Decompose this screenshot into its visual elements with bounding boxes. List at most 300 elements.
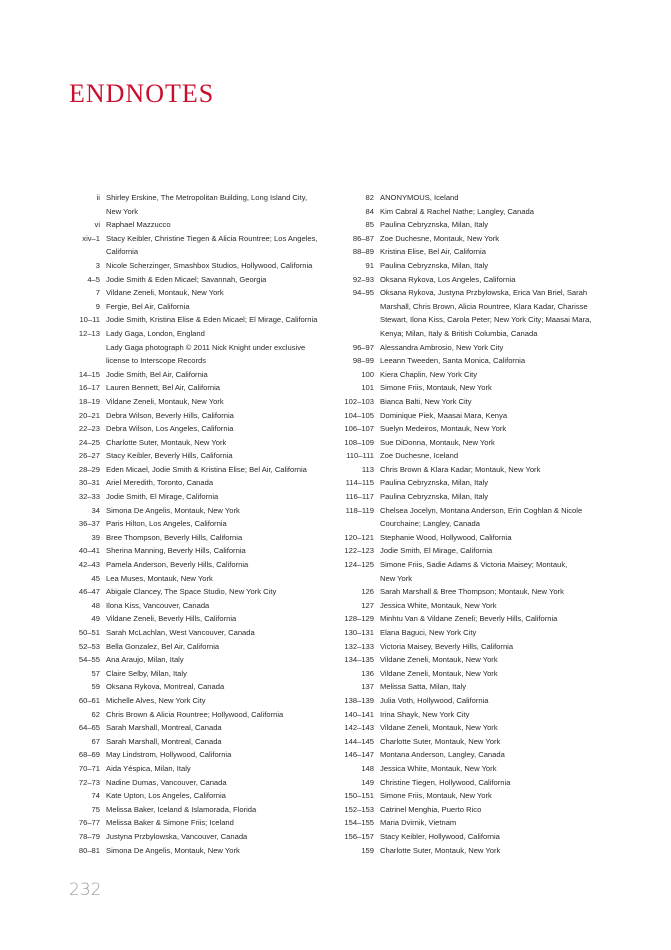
endnote-page-ref: 86–87 xyxy=(352,233,374,243)
endnote-text xyxy=(106,191,330,218)
endnote-entry xyxy=(40,517,330,531)
endnote-text-line: Sarah Marshall & Bree Thompson; Montauk, New York xyxy=(380,587,564,597)
endnote-text-line: Bella Gonzalez, Bel Air, California xyxy=(106,641,220,651)
endnote-text-line: ANONYMOUS, Iceland xyxy=(380,193,459,202)
endnote-text-line: Vildane Zeneli, Montauk, New York xyxy=(106,396,224,406)
endnote-page-ref: 84 xyxy=(365,206,374,216)
endnote-entry xyxy=(338,721,628,735)
endnote-entry xyxy=(40,259,330,273)
endnote-page-ref: 122–123 xyxy=(344,546,374,556)
endnote-page-ref: 18–19 xyxy=(78,396,100,406)
endnote-text xyxy=(106,218,330,232)
endnote-text-line: Elana Baguci, New York City xyxy=(380,628,477,637)
endnote-text xyxy=(106,667,330,681)
endnote-entry xyxy=(40,313,330,327)
endnote-page-ref: 10–11 xyxy=(79,315,100,325)
endnote-entry xyxy=(338,368,628,382)
endnote-text xyxy=(106,748,330,762)
endnote-page-ref: 113 xyxy=(361,464,374,474)
endnote-page-ref: 159 xyxy=(361,845,374,855)
endnote-text-line: Sarah Marshall, Montreal, Canada xyxy=(106,736,222,746)
endnote-text xyxy=(106,300,330,314)
endnote-entry xyxy=(40,844,330,858)
endnote-entry xyxy=(338,640,628,654)
endnote-page-ref: 106–107 xyxy=(344,424,374,434)
endnote-text-line: May Lindstrom, Hollywood, California xyxy=(106,750,232,760)
endnote-entry xyxy=(40,368,330,382)
endnote-page-ref: 22–23 xyxy=(78,424,100,434)
endnote-text xyxy=(106,558,330,572)
endnote-entry xyxy=(338,218,628,232)
endnote-text xyxy=(380,409,628,423)
endnote-text xyxy=(380,612,628,626)
endnote-page-ref: 85 xyxy=(365,220,374,230)
endnote-page-ref: 49 xyxy=(91,614,100,624)
endnote-page-ref: 20–21 xyxy=(78,410,100,420)
endnote-text-line: Jodie Smith, El Mirage, California xyxy=(380,546,493,556)
endnote-text-line: Ana Araujo, Milan, Italy xyxy=(106,655,184,665)
endnote-page-ref: 28–29 xyxy=(78,464,100,474)
endnote-page-ref: 52–53 xyxy=(78,641,100,651)
endnote-entry xyxy=(40,585,330,599)
endnote-text-line: Marshall, Chris Brown, Alicia Rountree, Klara Kadar, Charisse xyxy=(380,301,588,311)
endnote-entry xyxy=(40,504,330,518)
endnote-page-ref: 4–5 xyxy=(87,274,100,284)
endnotes-left-column xyxy=(40,191,330,857)
endnote-text xyxy=(380,191,628,205)
endnote-page-ref: 9 xyxy=(95,301,100,311)
endnote-page-ref: 124–125 xyxy=(344,560,374,570)
endnote-page-ref: 110–111 xyxy=(346,451,374,461)
endnote-text-line: Kenya; Milan, Italy & British Columbia, Canada xyxy=(380,328,538,338)
endnote-page-ref: 34 xyxy=(91,505,100,515)
endnote-text-line: Vildane Zeneli, Montauk, New York xyxy=(380,668,498,678)
endnote-text-line: Jodie Smith & Eden Micael; Savannah, Georgia xyxy=(106,274,267,284)
endnote-text-line: Stacy Keibler, Beverly Hills, California xyxy=(106,451,233,461)
endnote-text-line: Nicole Scherzinger, Smashbox Studios, Hollywood, California xyxy=(106,260,313,270)
endnote-entry xyxy=(338,286,628,340)
endnote-text xyxy=(380,626,628,640)
endnote-page-ref: 80–81 xyxy=(78,845,100,855)
endnote-page-ref: 100 xyxy=(361,369,374,379)
endnote-text-line: Claire Selby, Milan, Italy xyxy=(106,668,187,678)
endnote-text-line: Pamela Anderson, Beverly Hills, California xyxy=(106,560,249,570)
endnote-text xyxy=(106,327,330,368)
endnote-entry xyxy=(338,504,628,531)
endnote-entry xyxy=(40,708,330,722)
endnote-entry xyxy=(338,816,628,830)
endnote-entry xyxy=(40,680,330,694)
endnote-text xyxy=(106,422,330,436)
endnote-page-ref: 16–17 xyxy=(78,383,100,393)
endnote-page-ref: 156–157 xyxy=(344,831,374,841)
endnote-text-line: Zoe Duchesne, Montauk, New York xyxy=(380,233,500,243)
endnote-text xyxy=(106,830,330,844)
endnote-page-ref: 26–27 xyxy=(78,451,100,461)
endnote-text-line: Simona De Angelis, Montauk, New York xyxy=(106,845,240,855)
endnote-text xyxy=(380,232,628,246)
endnote-text-line: Simona De Angelis, Montauk, New York xyxy=(106,505,240,515)
endnote-text xyxy=(380,599,628,613)
endnote-page-ref: 146–147 xyxy=(344,750,374,760)
endnote-text-line: Vildane Zeneli, Montauk, New York xyxy=(380,723,498,733)
endnote-page-ref: 137 xyxy=(361,682,374,692)
endnote-entry xyxy=(338,354,628,368)
endnote-text xyxy=(106,449,330,463)
endnote-entry xyxy=(338,762,628,776)
endnote-text xyxy=(106,653,330,667)
endnote-entry xyxy=(40,640,330,654)
endnote-entry xyxy=(40,273,330,287)
endnote-entry xyxy=(338,830,628,844)
endnote-text-line: Jodie Smith, Kristina Elise & Eden Micael; El Mirage, California xyxy=(106,315,318,325)
endnote-page-ref: 12–13 xyxy=(78,328,100,338)
endnote-entry xyxy=(40,300,330,314)
endnote-text xyxy=(380,490,628,504)
endnote-entry xyxy=(338,803,628,817)
endnote-text-line: New York xyxy=(380,573,413,583)
endnote-page-ref: 60–61 xyxy=(78,695,100,705)
endnote-entry xyxy=(40,422,330,436)
endnote-text-line: New York xyxy=(106,206,139,216)
endnote-page-ref: 62 xyxy=(91,709,100,719)
endnote-text xyxy=(380,816,628,830)
endnote-page-ref: 96–97 xyxy=(352,342,374,352)
endnote-entry xyxy=(40,463,330,477)
endnote-entry xyxy=(40,476,330,490)
endnote-text-line: Lea Muses, Montauk, New York xyxy=(106,573,213,583)
endnote-text xyxy=(106,762,330,776)
endnote-text xyxy=(380,273,628,287)
endnote-text-line: Fergie, Bel Air, California xyxy=(106,301,190,311)
endnote-text-line: Oksana Rykova, Justyna Przbylowska, Erica Van Briel, Sarah xyxy=(380,288,588,298)
endnote-entry xyxy=(338,259,628,273)
endnote-text-line: Vildane Zeneli, Beverly Hills, California xyxy=(106,614,237,624)
endnote-page-ref: vi xyxy=(94,220,100,230)
endnote-page-ref: 140–141 xyxy=(344,709,374,719)
endnote-text xyxy=(106,436,330,450)
endnote-text-line: Victoria Maisey, Beverly Hills, California xyxy=(380,641,514,651)
endnote-text xyxy=(106,680,330,694)
endnote-text xyxy=(106,585,330,599)
endnote-text xyxy=(380,667,628,681)
endnote-page-ref: 70–71 xyxy=(78,763,100,773)
endnote-page-ref: 46–47 xyxy=(78,587,100,597)
endnote-text-line: Charlotte Suter, Montauk, New York xyxy=(380,736,501,746)
endnote-page-ref: 40–41 xyxy=(78,546,100,556)
endnote-text-line: Catrinel Menghia, Puerto Rico xyxy=(380,804,482,814)
endnote-entry xyxy=(338,205,628,219)
endnote-page-ref: 138–139 xyxy=(344,695,374,705)
endnote-text-line: Courchaine; Langley, Canada xyxy=(380,519,480,529)
endnote-text-line: Michelle Alves, New York City xyxy=(106,695,206,705)
endnote-text-line: Christine Tiegen, Hollywood, California xyxy=(380,777,511,787)
endnote-entry xyxy=(338,490,628,504)
endnote-page-ref: 130–131 xyxy=(344,628,374,637)
endnote-text-line: Kim Cabral & Rachel Nathe; Langley, Canada xyxy=(380,206,534,216)
endnote-text-line: Chris Brown & Klara Kadar; Montauk, New York xyxy=(380,464,541,474)
endnote-text xyxy=(380,381,628,395)
endnote-text-line: Melissa Satta, Milan, Italy xyxy=(380,682,467,692)
endnote-text-line: Stacy Keibler, Hollywood, California xyxy=(380,831,500,841)
endnote-page-ref: 68–69 xyxy=(78,750,100,760)
endnote-entry xyxy=(40,544,330,558)
endnote-text-line: Debra Wilson, Los Angeles, California xyxy=(106,424,234,434)
endnote-text xyxy=(106,517,330,531)
endnote-text xyxy=(106,313,330,327)
endnote-text xyxy=(106,232,330,259)
endnote-text-line: Paris Hilton, Los Angeles, California xyxy=(106,519,227,529)
endnote-entry xyxy=(40,490,330,504)
endnote-page-ref: 108–109 xyxy=(344,437,374,447)
endnote-text-line: Simone Friis, Sadie Adams & Victoria Maisey; Montauk, xyxy=(380,560,568,570)
endnote-entry xyxy=(338,776,628,790)
endnote-entry xyxy=(40,327,330,368)
endnote-entry xyxy=(40,626,330,640)
endnote-page-ref: 92–93 xyxy=(352,274,374,284)
endnote-text-line: Oksana Rykova, Montreal, Canada xyxy=(106,682,225,692)
endnote-text-line: Oksana Rykova, Los Angeles, California xyxy=(380,274,516,284)
endnote-page-ref: 118–119 xyxy=(345,505,374,515)
endnote-text-line: Shirley Erskine, The Metropolitan Building, Long Island City, xyxy=(106,193,308,202)
endnote-entry xyxy=(338,667,628,681)
endnote-text xyxy=(106,776,330,790)
endnote-page-ref: 136 xyxy=(361,668,374,678)
endnote-text-line: Simone Friis, Montauk, New York xyxy=(380,791,492,801)
endnote-text xyxy=(380,205,628,219)
endnote-page-ref: 59 xyxy=(91,682,100,692)
endnote-page-ref: 101 xyxy=(361,383,374,393)
endnote-text-line: Montana Anderson, Langley, Canada xyxy=(380,750,505,760)
endnote-page-ref: 91 xyxy=(365,260,374,270)
endnote-text-line: Stewart, Ilona Kiss, Carola Peter; New York City; Maasai Mara, xyxy=(380,315,592,325)
endnote-entry xyxy=(338,273,628,287)
endnote-page-ref: 128–129 xyxy=(344,614,374,624)
endnote-text-line: Bianca Balti, New York City xyxy=(380,396,472,406)
endnote-text xyxy=(380,803,628,817)
endnote-text xyxy=(106,504,330,518)
endnote-text xyxy=(106,816,330,830)
endnote-text-line: Eden Micael, Jodie Smith & Kristina Elise; Bel Air, California xyxy=(106,464,307,474)
endnote-text-line: Jodie Smith, El Mirage, California xyxy=(106,492,219,502)
endnote-entry xyxy=(338,531,628,545)
endnote-text-line: Kate Upton, Los Angeles, California xyxy=(106,791,226,801)
endnote-page-ref: 152–153 xyxy=(344,804,374,814)
endnote-text-line: Jessica White, Montauk, New York xyxy=(380,600,497,610)
endnote-entry xyxy=(40,449,330,463)
endnote-text-line: Raphael Mazzucco xyxy=(106,220,171,230)
endnote-text-line: Stephanie Wood, Hollywood, California xyxy=(380,532,512,542)
endnote-text-line: Irina Shayk, New York City xyxy=(380,709,470,719)
endnote-entry xyxy=(40,762,330,776)
endnote-page-ref: 54–55 xyxy=(78,655,100,665)
endnote-page-ref: 149 xyxy=(361,777,374,787)
endnote-text-line: Paulina Cebryznska, Milan, Italy xyxy=(380,220,489,230)
endnote-text-line: Suelyn Medeiros, Montauk, New York xyxy=(380,424,507,434)
endnote-text-line: Bree Thompson, Beverly Hills, California xyxy=(106,532,243,542)
endnote-text xyxy=(106,708,330,722)
endnote-page-ref: 74 xyxy=(91,791,100,801)
endnote-entry xyxy=(40,286,330,300)
endnote-page-ref: 67 xyxy=(91,736,100,746)
endnote-text-line: Lauren Bennett, Bel Air, California xyxy=(106,383,220,393)
endnote-entry xyxy=(40,395,330,409)
endnote-text xyxy=(106,463,330,477)
endnote-entry xyxy=(40,776,330,790)
endnote-entry xyxy=(40,803,330,817)
endnote-entry xyxy=(338,381,628,395)
endnote-page-ref: 132–133 xyxy=(344,641,374,651)
endnote-page-ref: 127 xyxy=(361,600,374,610)
endnote-text-line: Simone Friis, Montauk, New York xyxy=(380,383,492,393)
endnote-page-ref: 76–77 xyxy=(78,818,100,828)
endnote-entry xyxy=(40,721,330,735)
endnote-page-ref: ii xyxy=(96,193,100,202)
endnote-entry xyxy=(338,232,628,246)
endnote-entry xyxy=(338,245,628,259)
endnote-entry xyxy=(40,558,330,572)
endnote-text-line: Charlotte Suter, Montauk, New York xyxy=(106,437,227,447)
endnote-page-ref: 120–121 xyxy=(344,532,374,542)
endnote-page-ref: 36–37 xyxy=(78,519,100,529)
endnote-page-ref: 88–89 xyxy=(352,247,374,257)
endnote-entry xyxy=(338,449,628,463)
endnote-page-ref: 24–25 xyxy=(78,437,100,447)
endnote-text xyxy=(380,776,628,790)
endnote-text-line: Sue DiDonna, Montauk, New York xyxy=(380,437,495,447)
endnote-text xyxy=(380,245,628,259)
endnote-text xyxy=(106,531,330,545)
endnote-entry xyxy=(338,544,628,558)
endnote-page-ref: 75 xyxy=(91,804,100,814)
endnote-text-line: Vildane Zeneli, Montauk, New York xyxy=(380,655,498,665)
endnote-text-line: Ilona Kiss, Vancouver, Canada xyxy=(106,600,210,610)
endnote-text xyxy=(380,748,628,762)
endnote-entry xyxy=(338,585,628,599)
endnote-text xyxy=(106,694,330,708)
endnote-text xyxy=(106,803,330,817)
endnote-entry xyxy=(40,612,330,626)
endnote-page-ref: 148 xyxy=(361,763,374,773)
endnote-entry xyxy=(40,599,330,613)
endnote-text xyxy=(380,789,628,803)
endnote-entry xyxy=(338,395,628,409)
endnote-text xyxy=(106,273,330,287)
endnote-entry xyxy=(338,708,628,722)
endnote-text xyxy=(380,762,628,776)
endnote-entry xyxy=(40,191,330,218)
endnote-text-line: Alessandra Ambrosio, New York City xyxy=(380,342,504,352)
endnote-text-line: Vildane Zeneli, Montauk, New York xyxy=(106,288,224,298)
endnote-entry xyxy=(40,735,330,749)
endnote-page-ref: 126 xyxy=(361,587,374,597)
endnote-text xyxy=(106,409,330,423)
endnote-text xyxy=(106,721,330,735)
endnote-page-ref: xiv–1 xyxy=(82,233,100,243)
endnote-page-ref: 48 xyxy=(91,600,100,610)
endnote-page-ref: 102–103 xyxy=(344,396,374,406)
endnote-entry xyxy=(338,653,628,667)
endnote-text xyxy=(380,694,628,708)
endnote-entry xyxy=(338,612,628,626)
endnote-page-ref: 57 xyxy=(91,668,100,678)
endnote-entry xyxy=(338,844,628,858)
endnote-entry xyxy=(338,694,628,708)
endnote-page-ref: 78–79 xyxy=(78,831,100,841)
endnote-text xyxy=(380,708,628,722)
endnote-text xyxy=(106,789,330,803)
endnote-text-line: Charlotte Suter, Montauk, New York xyxy=(380,845,501,855)
endnote-text xyxy=(106,599,330,613)
endnote-text-line: Paulina Cebryznska, Milan, Italy xyxy=(380,478,489,488)
endnote-text xyxy=(106,395,330,409)
endnote-text xyxy=(380,463,628,477)
endnote-text xyxy=(380,721,628,735)
endnote-entry xyxy=(338,599,628,613)
endnote-entry xyxy=(40,748,330,762)
endnote-page-ref: 30–31 xyxy=(78,478,100,488)
endnote-text-line: license to Interscope Records xyxy=(106,356,207,366)
endnote-text-line: Aida Yéspica, Milan, Italy xyxy=(106,763,191,773)
endnote-text xyxy=(380,354,628,368)
endnote-text-line: Stacy Keibler, Christine Tiegen & Alicia Rountree; Los Angeles, xyxy=(106,233,318,243)
endnote-text-line: Sarah McLachlan, West Vancouver, Canada xyxy=(106,628,255,637)
endnote-entry xyxy=(40,436,330,450)
endnote-page-ref: 45 xyxy=(91,573,100,583)
endnote-text-line: Chris Brown & Alicia Rountree; Hollywood, California xyxy=(106,709,284,719)
endnote-text xyxy=(380,544,628,558)
endnote-text xyxy=(106,381,330,395)
endnote-entry xyxy=(338,436,628,450)
endnote-entry xyxy=(40,572,330,586)
endnote-text-line: Paulina Cebryznska, Milan, Italy xyxy=(380,492,489,502)
endnote-entry xyxy=(40,789,330,803)
endnote-page-ref: 94–95 xyxy=(352,288,374,298)
endnote-text xyxy=(380,449,628,463)
endnote-entry xyxy=(338,463,628,477)
endnote-entry xyxy=(40,531,330,545)
endnote-text xyxy=(380,531,628,545)
page-title: ENDNOTES xyxy=(69,79,215,109)
endnote-entry xyxy=(338,680,628,694)
endnote-text-line: Kiera Chaplin, New York City xyxy=(380,369,478,379)
endnote-text xyxy=(106,572,330,586)
endnote-text xyxy=(106,626,330,640)
endnote-page-ref: 134–135 xyxy=(344,655,374,665)
endnote-page-ref: 114–115 xyxy=(345,478,374,488)
endnote-page-ref: 72–73 xyxy=(78,777,100,787)
endnote-text-line: Lady Gaga photograph © 2011 Nick Knight under exclusive xyxy=(106,342,306,352)
endnote-text xyxy=(380,585,628,599)
endnote-page-ref: 42–43 xyxy=(78,560,100,570)
endnote-page-ref: 154–155 xyxy=(344,818,374,828)
endnote-text xyxy=(380,504,628,531)
endnote-entry xyxy=(338,558,628,585)
endnote-text-line: Debra Wilson, Beverly Hills, California xyxy=(106,410,234,420)
endnote-text xyxy=(380,341,628,355)
endnote-page-ref: 14–15 xyxy=(78,369,100,379)
endnote-text-line: Nadine Dumas, Vancouver, Canada xyxy=(106,777,227,787)
endnote-page-ref: 50–51 xyxy=(78,628,100,637)
endnote-entry xyxy=(338,748,628,762)
endnote-text-line: Maria Dvirnik, Vietnam xyxy=(380,818,457,828)
endnote-text xyxy=(380,259,628,273)
endnote-text xyxy=(380,640,628,654)
endnote-text xyxy=(106,640,330,654)
endnote-entry xyxy=(40,830,330,844)
endnote-entry xyxy=(338,191,628,205)
endnote-entry xyxy=(40,816,330,830)
